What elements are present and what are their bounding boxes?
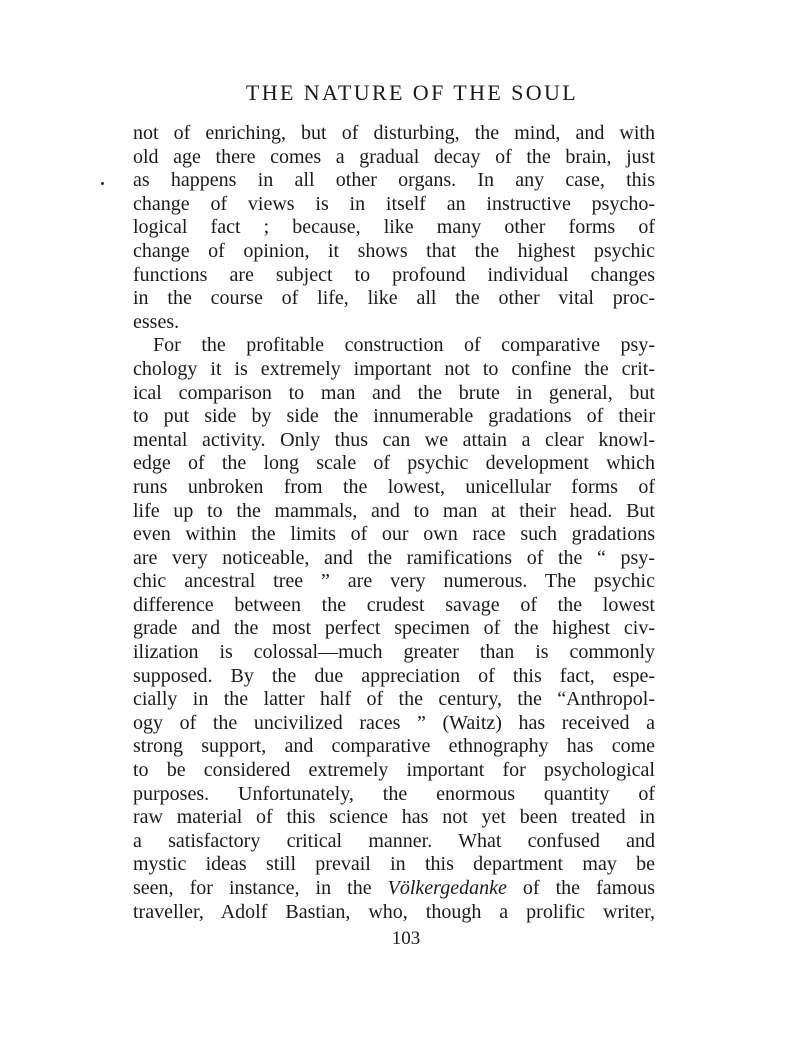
text-line: ical comparison to man and the brute in general, but <box>133 381 655 404</box>
text-line: ilization is colossal—much greater than is commonly <box>133 641 655 664</box>
text-span: of the famous <box>506 877 655 899</box>
page-number: 103 <box>391 928 421 949</box>
text-line: to put side by side the innumerable gradations of their <box>133 405 655 428</box>
paragraph-first-line: For the profitable construction of comparative psy- <box>153 334 655 357</box>
text-span: seen, for instance, in the <box>133 877 388 899</box>
text-line: esses. <box>133 310 180 333</box>
body-text <box>133 122 655 924</box>
text-line: difference between the crudest savage of the lowest <box>133 593 655 616</box>
running-head: THE NATURE OF THE SOUL <box>245 80 579 105</box>
text-line: supposed. By the due appreciation of this fact, espe- <box>133 664 655 687</box>
text-line: old age there comes a gradual decay of the brain, just <box>133 145 655 168</box>
text-line: change of views is in itself an instructive psycho- <box>133 192 655 215</box>
text-line: life up to the mammals, and to man at their head. But <box>133 499 655 522</box>
text-line: strong support, and comparative ethnography has come <box>133 735 655 758</box>
text-line: change of opinion, it shows that the highest psychic <box>133 239 655 262</box>
text-line: not of enriching, but of disturbing, the mind, and with <box>133 122 655 144</box>
text-line: are very noticeable, and the ramifications of the “ psy- <box>133 546 655 569</box>
text-line: mental activity. Only thus can we attain a clear knowl- <box>133 428 655 451</box>
text-line: grade and the most perfect specimen of the highest civ- <box>133 617 655 640</box>
text-line: as happens in all other organs. In any case, this <box>133 169 655 192</box>
text-line: runs unbroken from the lowest, unicellular forms of <box>133 475 655 498</box>
text-line: chic ancestral tree ” are very numerous. The psychic <box>133 570 655 593</box>
text-line: even within the limits of our own race such gradations <box>133 523 655 546</box>
text-line: chology it is extremely important not to confine the crit- <box>133 357 655 380</box>
text-line: in the course of life, like all the other vital proc- <box>133 287 655 310</box>
text-line: mystic ideas still prevail in this department may be <box>133 853 655 876</box>
text-line: to be considered extremely important for psychological <box>133 759 655 782</box>
italic-title: Völkergedanke <box>387 877 507 899</box>
text-line: edge of the long scale of psychic development which <box>133 452 655 475</box>
text-line: raw material of this science has not yet been treated in <box>133 806 655 829</box>
text-line: traveller, Adolf Bastian, who, though a prolific writer, <box>133 900 655 923</box>
text-line: functions are subject to profound individual changes <box>133 263 655 286</box>
text-line: a satisfactory critical manner. What confused and <box>133 829 655 852</box>
text-line: cially in the latter half of the century, the “Anthropol- <box>133 688 655 711</box>
text-line: ogy of the uncivilized races ” (Waitz) has received a <box>133 711 655 734</box>
ink-speck <box>101 182 104 185</box>
text-line: purposes. Unfortunately, the enormous quantity of <box>133 782 655 805</box>
text-line-with-italic <box>133 877 655 901</box>
text-line: logical fact ; because, like many other forms of <box>133 216 655 239</box>
